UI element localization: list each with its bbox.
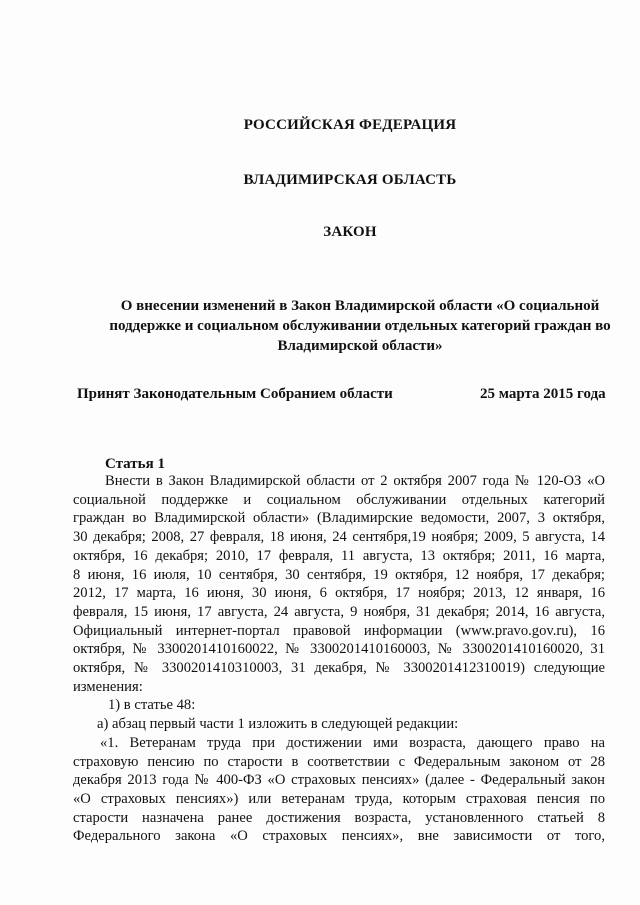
- adoption-body: Принят Законодательным Собранием области: [77, 386, 393, 402]
- quoted-line: «О страховых пенсиях») или ветеранам труда, которым страховая пенсия по: [73, 790, 605, 807]
- article-line: граждан во Владимирской области» (Владимирские ведомости, 2007, 3 октября,: [73, 510, 605, 527]
- quoted-line: Федерального закона «О страховых пенсиях», вне зависимости от того,: [73, 828, 605, 845]
- article-heading: Статья 1: [105, 456, 165, 472]
- quoted-line: страховую пенсию по старости в соответствии с Федеральным законом от 28: [73, 753, 605, 770]
- article-line: 8 июня, 16 июля, 10 сентября, 30 сентября, 19 октября, 12 ноября, 17 декабря;: [73, 566, 605, 583]
- adoption-date: 25 марта 2015 года: [480, 386, 606, 402]
- article-line: Официальный интернет-портал правовой информации (www.pravo.gov.ru), 16: [73, 622, 605, 639]
- country-heading: РОССИЙСКАЯ ФЕДЕРАЦИЯ: [243, 117, 457, 133]
- law-title-line: поддержке и социальном обслуживании отдельных категорий граждан во: [109, 318, 611, 334]
- quoted-line: старости назначена ранее достижения возраста, установленного статьей 8: [73, 809, 605, 826]
- law-title: [100, 296, 620, 356]
- article-line: февраля, 15 июня, 17 августа, 24 августа, 9 ноября, 31 декабря; 2014, 16 августа,: [73, 603, 605, 620]
- region-heading: ВЛАДИМИРСКАЯ ОБЛАСТЬ: [243, 172, 457, 188]
- article-body: [73, 472, 605, 846]
- quoted-line: декабря 2013 года № 400-ФЗ «О страховых пенсиях» (далее - Федеральный закон: [73, 772, 605, 789]
- article-line: изменения:: [73, 678, 143, 695]
- article-line: октября, 16 декабря; 2010, 17 февраля, 11 августа, 13 октября; 2011, 16 марта,: [73, 547, 605, 564]
- article-line: 30 декабря; 2008, 27 февраля, 18 июня, 24 сентября,19 ноября; 2009, 5 августа, 14: [73, 529, 605, 546]
- law-title-line: Владимирской области»: [277, 338, 443, 354]
- law-title-line: О внесении изменений в Закон Владимирской области «О социальной: [120, 298, 600, 314]
- article-line: Внести в Закон Владимирской области от 2 октября 2007 года № 120-ОЗ «О: [105, 473, 605, 489]
- document-type-heading: ЗАКОН: [323, 224, 377, 240]
- list-subitem: а) абзац первый части 1 изложить в следующей редакции:: [97, 716, 459, 733]
- article-line: социальной поддержке и социальном обслуживании отдельных категорий: [73, 491, 605, 508]
- article-line: октября, № 3300201410310003, 31 декабря, № 3300201412310019) следующие: [73, 660, 605, 677]
- article-line: октября, № 3300201410160022, № 3300201410160003, № 3300201410160020, 31: [73, 641, 605, 658]
- article-line: 2012, 17 марта, 16 июня, 30 июня, 6 октября, 17 ноября; 2013, 12 января, 16: [73, 585, 605, 602]
- list-item: 1) в статье 48:: [108, 697, 196, 714]
- quoted-line: «1. Ветеранам труда при достижении ими возраста, дающего право на: [100, 734, 605, 751]
